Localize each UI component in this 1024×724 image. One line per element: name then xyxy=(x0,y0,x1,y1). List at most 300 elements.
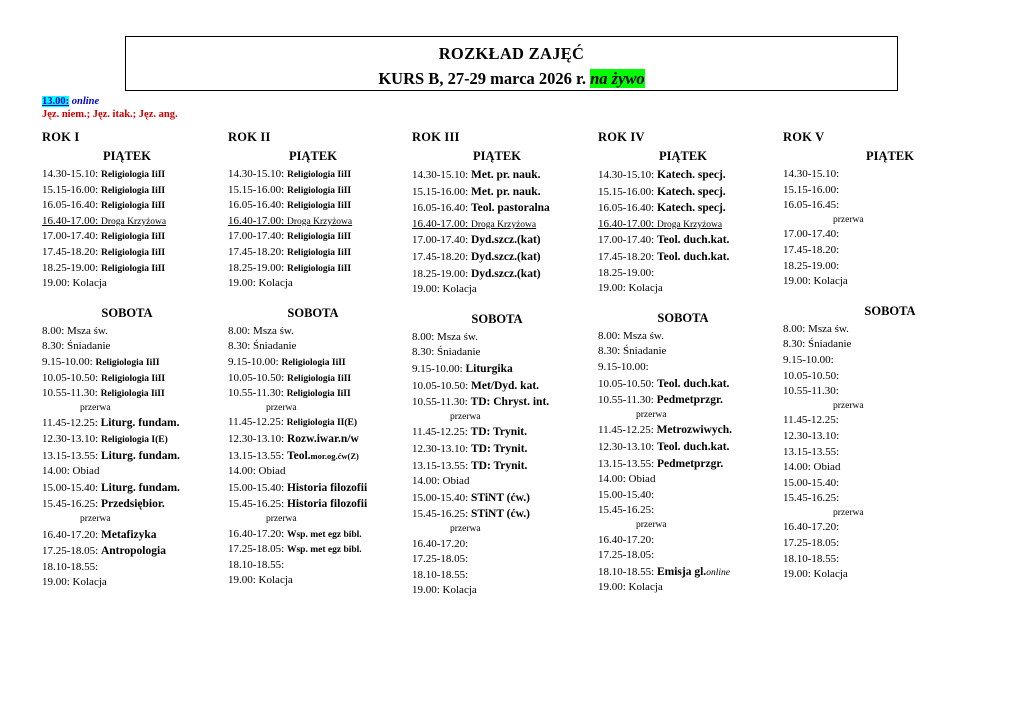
slot-time: 14.30-15.10: xyxy=(783,168,840,180)
slot-subject: Droga Krzyżowa xyxy=(470,219,537,230)
slot-subject: Religiologia IiII xyxy=(286,170,352,180)
schedule-row xyxy=(228,355,418,371)
slot-subject: Teol. duch.kat. xyxy=(656,234,730,247)
slot-subject: Religiologia IiII xyxy=(286,232,352,243)
slot-subject: Religiologia IiII xyxy=(100,389,165,400)
slot-time: 17.45-18.20: xyxy=(783,243,840,256)
slot-subject: Religiologia IiII xyxy=(286,389,351,400)
slot-time: 14.00: Obiad xyxy=(783,461,841,474)
break-row: przerwa xyxy=(833,507,864,518)
schedule-row xyxy=(783,322,973,338)
day-header-saturday: SOBOTA xyxy=(864,303,916,318)
slot-time: 10.55-11.30: xyxy=(412,396,471,409)
slot-time: 14.00: Obiad xyxy=(228,465,286,478)
schedule-row xyxy=(598,580,788,596)
slot-time: 10.05-10.50: xyxy=(412,379,471,392)
slot-time: 15.15-16.00: xyxy=(598,185,657,198)
schedule-row xyxy=(598,439,788,456)
slot-subject: TD: Trynit. xyxy=(470,443,528,456)
slot-subject: Liturg. fundam. xyxy=(100,417,180,430)
slot-time: 14.00: Obiad xyxy=(42,465,100,478)
slot-time: 8.30: Śniadanie xyxy=(598,345,667,358)
schedule-row xyxy=(783,460,973,476)
slot-time: 8.00: Msza św. xyxy=(228,324,294,337)
slot-time: 15.45-16.25: xyxy=(228,498,287,511)
slot-time: 18.25-19.00: xyxy=(228,261,287,274)
schedule-row xyxy=(598,184,788,201)
schedule-row xyxy=(783,491,973,507)
document-subtitle xyxy=(126,69,897,89)
slot-time: 16.40-17.20: xyxy=(42,528,101,541)
slot-subject: STiNT (ćw.) xyxy=(470,491,530,504)
slot-time: 16.40-17.20: xyxy=(228,527,287,540)
slot-subject: Liturg. fundam. xyxy=(100,481,180,494)
year-label: ROK IV xyxy=(598,130,645,144)
slot-time: 13.15-13.55: xyxy=(228,449,287,462)
break-row: przerwa xyxy=(450,524,481,535)
legend-online-label: online xyxy=(69,96,100,107)
schedule-row xyxy=(598,533,788,549)
schedule-row xyxy=(412,184,602,201)
schedule-rows xyxy=(783,322,973,583)
schedule-row xyxy=(598,564,788,581)
schedule-row xyxy=(598,472,788,488)
slot-time: 13.15-13.55: xyxy=(783,445,840,458)
slot-time: 17.45-18.20: xyxy=(598,251,657,264)
slot-time: 17.00-17.40: xyxy=(598,234,657,247)
break-row: przerwa xyxy=(80,402,111,413)
course-dates: KURS B, 27-29 marca 2026 r. xyxy=(378,69,591,88)
slot-subject: Emisja gl. xyxy=(656,565,707,578)
slot-time: 8.30: Śniadanie xyxy=(783,338,852,351)
legend-online-line xyxy=(42,95,178,108)
slot-subject: Metrozwiwych. xyxy=(656,424,733,437)
schedule-row xyxy=(228,496,418,513)
slot-subject: Met/Dyd. kat. xyxy=(470,379,540,392)
slot-time: 19.00: Kolacja xyxy=(598,282,663,295)
slot-time: 11.45-12.25: xyxy=(783,414,839,427)
schedule-row xyxy=(42,432,232,448)
schedule-row xyxy=(42,167,232,183)
schedule-row xyxy=(598,329,788,345)
schedule-row xyxy=(783,274,973,290)
slot-time: 16.40-17.20: xyxy=(783,521,840,534)
slot-subject: Religiologia IiII xyxy=(100,185,166,196)
slot-time: 15.15-16.00: xyxy=(42,183,101,196)
slot-time: 10.05-10.50: xyxy=(783,369,840,382)
schedule-rows xyxy=(228,167,418,292)
schedule-row xyxy=(42,527,232,544)
slot-time: 18.25-19.00: xyxy=(783,259,840,272)
schedule-row xyxy=(598,249,788,266)
schedule-row xyxy=(783,227,973,243)
schedule-rows xyxy=(228,324,418,589)
schedule-row xyxy=(42,229,232,245)
year-label: ROK III xyxy=(412,130,460,144)
break-row: przerwa xyxy=(833,214,864,225)
slot-subject: Teol. duch.kat. xyxy=(656,377,730,390)
legend-time: 13.00: xyxy=(42,96,70,107)
slot-time: 11.45-12.25: xyxy=(228,416,287,429)
slot-subject: Katech. specj. xyxy=(656,202,726,215)
schedule-row xyxy=(42,371,232,387)
legend xyxy=(42,95,178,121)
schedule-row xyxy=(42,355,232,371)
schedule-rows xyxy=(598,329,788,596)
schedule-row xyxy=(783,476,973,492)
schedule-row xyxy=(228,386,418,402)
slot-time: 14.30-15.10: xyxy=(598,169,657,181)
schedule-row xyxy=(783,259,973,275)
slot-time: 17.25-18.05: xyxy=(412,553,469,566)
schedule-row xyxy=(412,378,602,395)
slot-time: 16.40-17.00: xyxy=(42,214,101,227)
slot-time: 12.30-13.10: xyxy=(412,443,471,456)
schedule-row xyxy=(412,200,602,217)
slot-subject: Katech. specj. xyxy=(656,169,726,181)
slot-time: 19.00: Kolacja xyxy=(42,576,107,589)
schedule-row xyxy=(228,229,418,245)
schedule-row xyxy=(42,496,232,513)
schedule-row xyxy=(228,339,418,355)
schedule-row xyxy=(783,567,973,583)
schedule-row xyxy=(783,369,973,385)
year-label: ROK V xyxy=(783,130,825,144)
schedule-row xyxy=(42,575,232,591)
slot-time: 12.30-13.10: xyxy=(783,429,840,442)
schedule-row xyxy=(783,520,973,536)
slot-time: 17.45-18.20: xyxy=(42,246,101,259)
slot-time: 18.10-18.55: xyxy=(42,560,99,573)
schedule-row xyxy=(412,282,602,298)
slot-subject: Metafizyka xyxy=(100,528,157,541)
slot-subject: Religiologia I(E) xyxy=(100,435,168,446)
slot-subject: TD: Chryst. int. xyxy=(470,396,550,409)
slot-time: 19.00: Kolacja xyxy=(783,568,848,581)
schedule-row xyxy=(42,261,232,277)
schedule-rows xyxy=(412,167,602,298)
schedule-row xyxy=(228,245,418,261)
schedule-rows xyxy=(42,324,232,591)
year-label: ROK I xyxy=(42,130,80,144)
year-column xyxy=(42,130,232,591)
slot-time: 9.15-10.00: xyxy=(412,363,466,376)
schedule-row xyxy=(598,488,788,504)
schedule-row xyxy=(42,339,232,355)
break-row: przerwa xyxy=(266,514,297,525)
slot-time: 17.25-18.05: xyxy=(42,545,101,558)
slot-subject: Teol. duch.kat. xyxy=(656,441,730,454)
schedule-row xyxy=(412,232,602,249)
slot-subject: Met. pr. nauk. xyxy=(470,185,541,198)
slot-time: 18.10-18.55: xyxy=(598,565,657,578)
slot-subject: Religiologia IiII xyxy=(286,201,352,212)
slot-time: 16.40-17.00: xyxy=(598,217,657,230)
slot-subject: Rozw.iwar.n/w xyxy=(286,433,359,446)
schedule-row xyxy=(783,183,973,199)
slot-subject: STiNT (ćw.) xyxy=(470,508,530,521)
slot-time: 18.10-18.55: xyxy=(228,558,285,571)
schedule-row xyxy=(783,353,973,369)
schedule-row xyxy=(412,474,602,490)
schedule-row xyxy=(412,345,602,361)
schedule-row xyxy=(228,527,418,543)
schedule-row xyxy=(42,415,232,432)
schedule-row xyxy=(598,360,788,376)
slot-time: 17.25-18.05: xyxy=(228,543,287,556)
slot-subject: Historia filozofii xyxy=(286,481,368,494)
schedule-row xyxy=(412,441,602,458)
slot-online-note: online xyxy=(706,567,730,578)
slot-time: 15.45-16.25: xyxy=(412,508,471,521)
slot-time: 16.05-16.40: xyxy=(412,202,471,215)
slot-subject: Religiologia IiII xyxy=(100,248,166,259)
live-badge: na żywo xyxy=(590,69,645,88)
slot-subject: Religiologia IiII xyxy=(95,358,160,369)
slot-time: 17.00-17.40: xyxy=(783,228,840,241)
slot-subject: Historia filozofii xyxy=(286,498,368,511)
slot-time: 14.30-15.10: xyxy=(42,168,101,180)
schedule-row xyxy=(228,324,418,340)
slot-time: 10.55-11.30: xyxy=(598,394,657,407)
schedule-row xyxy=(228,261,418,277)
year-column xyxy=(783,130,973,583)
schedule-row xyxy=(42,183,232,199)
slot-subject: TD: Trynit. xyxy=(470,426,528,439)
schedule-rows xyxy=(783,167,973,290)
slot-subject: Teol. xyxy=(286,449,311,462)
schedule-row xyxy=(228,480,418,497)
schedule-row xyxy=(228,415,418,431)
day-header-friday: PIĄTEK xyxy=(659,149,707,163)
slot-time: 17.00-17.40: xyxy=(228,230,287,243)
schedule-row xyxy=(42,245,232,261)
slot-subject: Pedmetprzgr. xyxy=(656,394,723,407)
slot-subject: Religiologia IiII xyxy=(286,185,352,196)
schedule-rows xyxy=(598,167,788,297)
schedule-row xyxy=(412,506,602,523)
schedule-row xyxy=(412,167,602,184)
schedule-row xyxy=(598,548,788,564)
break-row: przerwa xyxy=(266,402,297,413)
slot-subject: Religiologia IiII xyxy=(100,201,166,212)
slot-time: 8.30: Śniadanie xyxy=(412,346,481,359)
slot-time: 18.10-18.55: xyxy=(412,568,469,581)
slot-subject: TD: Trynit. xyxy=(470,459,528,472)
schedule-row xyxy=(228,448,418,465)
slot-time: 18.25-19.00: xyxy=(598,266,655,279)
slot-time: 15.45-16.25: xyxy=(42,498,101,511)
slot-time: 10.05-10.50: xyxy=(42,371,101,384)
schedule-row xyxy=(412,490,602,507)
schedule-row xyxy=(412,217,602,233)
slot-time: 18.25-19.00: xyxy=(412,267,471,280)
schedule-row xyxy=(412,330,602,346)
slot-time: 18.25-19.00: xyxy=(42,261,101,274)
schedule-row xyxy=(598,344,788,360)
title-box xyxy=(125,36,898,91)
slot-subject: Religiologia II(E) xyxy=(286,418,358,429)
slot-time: 8.00: Msza św. xyxy=(598,329,664,342)
slot-time: 17.45-18.20: xyxy=(228,246,287,259)
slot-time: 19.00: Kolacja xyxy=(598,581,663,594)
legend-languages: Jęz. niem.; Jęz. itak.; Jęz. ang. xyxy=(42,109,178,121)
slot-subject: Droga Krzyżowa xyxy=(656,219,723,230)
schedule-row xyxy=(42,214,232,230)
day-header-saturday: SOBOTA xyxy=(471,311,523,326)
slot-time: 15.00-15.40: xyxy=(783,476,840,489)
day-header-friday: PIĄTEK xyxy=(289,149,337,163)
break-row: przerwa xyxy=(636,409,667,420)
schedule-row xyxy=(228,464,418,480)
schedule-row xyxy=(783,445,973,461)
slot-subject: Pedmetprzgr. xyxy=(656,457,724,470)
slot-time: 14.30-15.10: xyxy=(228,168,287,180)
schedule-row xyxy=(598,200,788,217)
schedule-row xyxy=(412,424,602,441)
schedule-row xyxy=(42,324,232,340)
slot-time: 9.15-10.00: xyxy=(783,353,834,366)
slot-time: 19.00: Kolacja xyxy=(412,283,477,296)
schedule-row xyxy=(783,243,973,259)
schedule-row xyxy=(42,560,232,576)
day-header-friday: PIĄTEK xyxy=(866,149,914,163)
schedule-row xyxy=(598,266,788,282)
slot-time: 16.40-17.20: xyxy=(598,533,655,546)
slot-subject: Dyd.szcz.(kat) xyxy=(470,267,541,280)
slot-time: 8.00: Msza św. xyxy=(783,322,849,335)
slot-time: 8.00: Msza św. xyxy=(412,330,478,343)
slot-subject-suffix: mor.og.ćw(Z) xyxy=(310,450,359,461)
slot-subject: Przedsiębior. xyxy=(100,498,165,511)
slot-time: 10.55-11.30: xyxy=(228,387,287,400)
schedule-row xyxy=(42,464,232,480)
slot-time: 9.15-10.00: xyxy=(598,361,649,374)
day-header-saturday: SOBOTA xyxy=(287,305,339,320)
schedule-row xyxy=(783,337,973,353)
slot-time: 17.00-17.40: xyxy=(42,230,101,243)
schedule-row xyxy=(412,458,602,475)
slot-time: 14.00: Obiad xyxy=(412,475,470,488)
day-header-saturday: SOBOTA xyxy=(657,310,709,325)
slot-time: 16.40-17.00: xyxy=(412,217,471,230)
slot-time: 13.15-13.55: xyxy=(412,459,471,472)
schedule-rows xyxy=(412,330,602,599)
slot-subject: Religiologia IiII xyxy=(286,373,352,384)
slot-subject: Religiologia IiII xyxy=(286,263,352,274)
slot-subject: Religiologia IiII xyxy=(100,232,166,243)
slot-time: 19.00: Kolacja xyxy=(412,584,477,597)
slot-subject: Religiologia IiII xyxy=(100,170,166,180)
slot-subject: Droga Krzyżowa xyxy=(286,216,353,227)
slot-time: 17.25-18.05: xyxy=(783,537,840,550)
schedule-row xyxy=(783,167,973,183)
schedule-row xyxy=(598,232,788,249)
slot-subject: Religiologia IiII xyxy=(281,358,346,369)
schedule-row xyxy=(228,558,418,574)
schedule-row xyxy=(42,198,232,214)
slot-time: 17.45-18.20: xyxy=(412,251,471,264)
slot-time: 19.00: Kolacja xyxy=(42,277,107,290)
slot-time: 15.15-16.00: xyxy=(412,185,471,198)
schedule-row xyxy=(42,276,232,292)
slot-time: 11.45-12.25: xyxy=(598,424,657,437)
slot-time: 18.10-18.55: xyxy=(783,552,840,565)
schedule-row xyxy=(412,568,602,584)
slot-time: 16.40-17.00: xyxy=(228,214,287,227)
schedule-row xyxy=(228,198,418,214)
schedule-row xyxy=(598,281,788,297)
schedule-row xyxy=(598,167,788,184)
slot-time: 16.05-16.45: xyxy=(783,199,840,212)
schedule-row xyxy=(783,536,973,552)
slot-time: 9.15-10.00: xyxy=(228,356,282,369)
day-header-friday: PIĄTEK xyxy=(103,149,151,163)
break-row: przerwa xyxy=(636,520,667,531)
slot-time: 15.00-15.40: xyxy=(412,491,471,504)
slot-subject: Met. pr. nauk. xyxy=(470,169,541,181)
slot-time: 14.30-15.10: xyxy=(412,169,471,181)
year-column xyxy=(412,130,602,599)
slot-time: 15.00-15.40: xyxy=(228,481,287,494)
schedule-row xyxy=(228,214,418,230)
year-column xyxy=(228,130,418,589)
slot-subject: Religiologia IiII xyxy=(286,248,352,259)
schedule-row xyxy=(228,431,418,448)
break-row: przerwa xyxy=(833,400,864,411)
schedule-row xyxy=(412,583,602,599)
slot-time: 15.45-16.25: xyxy=(783,492,840,505)
slot-subject: Katech. specj. xyxy=(656,185,726,198)
slot-time: 19.00: Kolacja xyxy=(783,275,848,288)
slot-subject: Teol. duch.kat. xyxy=(656,251,730,264)
slot-time: 12.30-13.10: xyxy=(42,433,101,446)
day-header-saturday: SOBOTA xyxy=(101,305,153,320)
schedule-row xyxy=(598,217,788,233)
year-label: ROK II xyxy=(228,130,271,144)
slot-time: 16.05-16.40: xyxy=(42,199,101,212)
schedule-row xyxy=(783,198,973,214)
slot-time: 8.30: Śniadanie xyxy=(228,340,297,353)
schedule-row xyxy=(42,448,232,465)
schedule-row xyxy=(783,552,973,568)
year-column xyxy=(598,130,788,596)
day-header-friday: PIĄTEK xyxy=(473,149,521,163)
schedule-row xyxy=(783,413,973,429)
document-title: ROZKŁAD ZAJĘĆ xyxy=(438,44,585,63)
slot-subject: Teol. pastoralna xyxy=(470,202,550,215)
slot-time: 10.05-10.50: xyxy=(228,371,287,384)
schedule-row xyxy=(412,552,602,568)
slot-subject: Liturgika xyxy=(465,363,513,376)
slot-time: 14.00: Obiad xyxy=(598,473,656,486)
slot-time: 8.00: Msza św. xyxy=(42,324,108,337)
slot-time: 15.00-15.40: xyxy=(42,481,101,494)
schedule-row xyxy=(412,537,602,553)
slot-time: 11.45-12.25: xyxy=(42,417,101,430)
schedule-row xyxy=(228,183,418,199)
slot-time: 8.30: Śniadanie xyxy=(42,340,111,353)
schedule-row xyxy=(412,249,602,266)
slot-time: 13.15-13.55: xyxy=(598,457,657,470)
schedule-row xyxy=(228,276,418,292)
schedule-row xyxy=(598,392,788,409)
slot-subject: Liturg. fundam. xyxy=(100,449,180,462)
schedule-row xyxy=(783,429,973,445)
slot-time: 15.45-16.25: xyxy=(598,504,655,517)
schedule-row xyxy=(228,371,418,387)
schedule-row xyxy=(412,361,602,378)
